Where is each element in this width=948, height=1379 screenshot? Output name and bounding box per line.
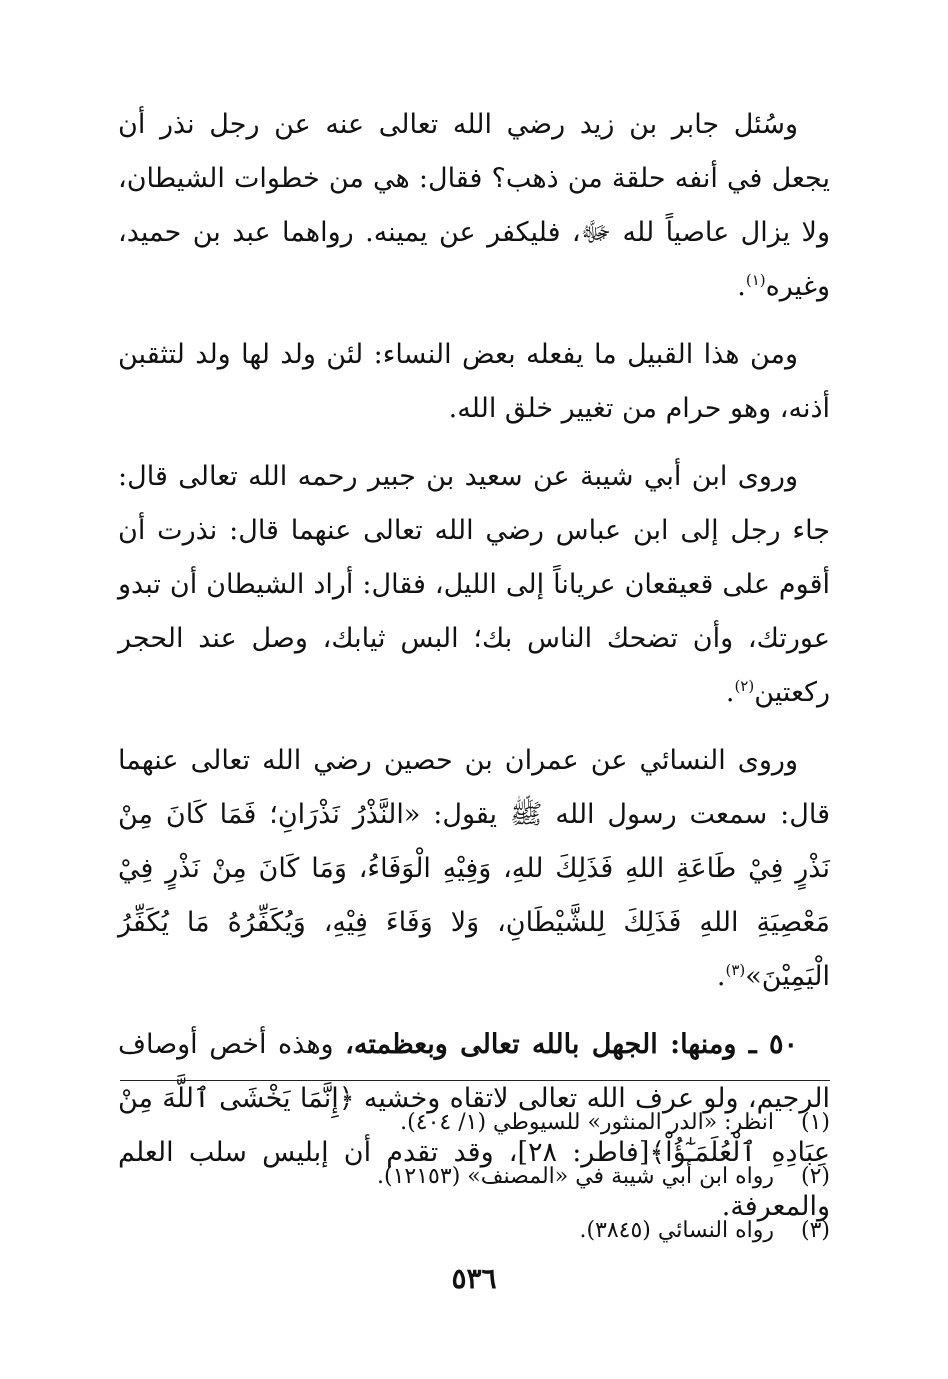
footnote-ref-2: (٢) [734,677,755,695]
footnotes [118,1096,830,1258]
footnote-ref-1: (١) [745,271,766,289]
footnote-3 [118,1204,830,1258]
footnote-ref-3: (٣) [725,961,746,979]
footnote-2 [118,1150,830,1204]
footnote-separator [120,1080,830,1081]
paragraph-jabir [118,98,830,314]
footnote-number: (٢) [800,1164,830,1189]
section-heading: ٥٠ ـ ومنها: الجهل بالله تعالى وبعظمته، [345,1029,798,1060]
footnote-text: رواه ابن أبي شيبة في «المصنف» (١٢١٥٣). [377,1164,774,1189]
paragraph-end: . [737,271,746,302]
page-number: ٥٣٦ [451,1262,497,1295]
footnote-1 [118,1096,830,1150]
main-text [118,98,830,1248]
paragraph-end: . [725,677,735,708]
paragraph-end: . [716,961,726,992]
paragraph-text: وروى ابن أبي شيبة عن سعيد بن جبير رحمه الله تعالى قال: جاء رجل إلى ابن عباس رضي الله تعالى عنهما قال: نذرت أن أقوم على قعيقعان عرياناً إلى الليل، فقال: أراد الشيطان أن تبدو عورتك، وأن تضحك الناس بك؛ البس ثيابك، وصل عند الحجر ركعتين [118,461,830,708]
footnote-number: (٣) [800,1218,830,1243]
paragraph-text: وسُئل جابر بن زيد رضي الله تعالى عنه عن رجل نذر أن يجعل في أنفه حلقة من ذهب؟ فقال: هي من خطوات الشيطان، ولا يزال عاصياً لله ﷻ، فليكفر عن يمينه. رواهما عبد بن حميد، وغيره [118,109,830,302]
footnote-number: (١) [800,1110,830,1135]
paragraph-ear-piercing [118,328,830,436]
footnote-text: رواه النسائي (٣٨٤٥). [579,1218,774,1243]
footnote-text: انظر: «الدر المنثور» للسيوطي (١/ ٤٠٤). [400,1110,774,1135]
paragraph-text: وروى النسائي عن عمران بن حصين رضي الله تعالى عنهما قال: سمعت رسول الله ﷺ يقول: «النَّذْرُ نَذْرَانِ؛ فَمَا كَانَ مِنْ نَذْرٍ فِيْ طَاعَةِ اللهِ فَذَلِكَ للهِ، وَفِيْهِ الْوَفَاءُ، وَمَا كَانَ مِنْ نَذْرٍ فِيْ مَعْصِيَةِ اللهِ فَذَلِكَ لِلشَّيْطَانِ، وَلا وَفَاءَ فِيْهِ، وَيُكَفِّرُهُ مَا يُكَفِّرُ الْيَمِيْنَ» [118,745,830,992]
paragraph-text: ومن هذا القبيل ما يفعله بعض النساء: لئن ولد لها ولد لتثقبن أذنه، وهو حرام من تغيير خلق الله. [118,339,830,424]
paragraph-ibn-abi-shaybah [118,450,830,720]
paragraph-text: وهذه أخص أوصاف الرجيم، ولو عرف الله تعالى لاتقاه وخشيه ﴿إِنَّمَا يَخْشَى ٱللَّهَ مِنْ عِبَادِهِ ٱلْعُلَمَـٰٓؤُاْ﴾[فاطر: ٢٨]، وقد تقدم أن إبليس سلب العلم والمعرفة. [118,1029,830,1222]
paragraph-nasai-hadith [118,734,830,1004]
